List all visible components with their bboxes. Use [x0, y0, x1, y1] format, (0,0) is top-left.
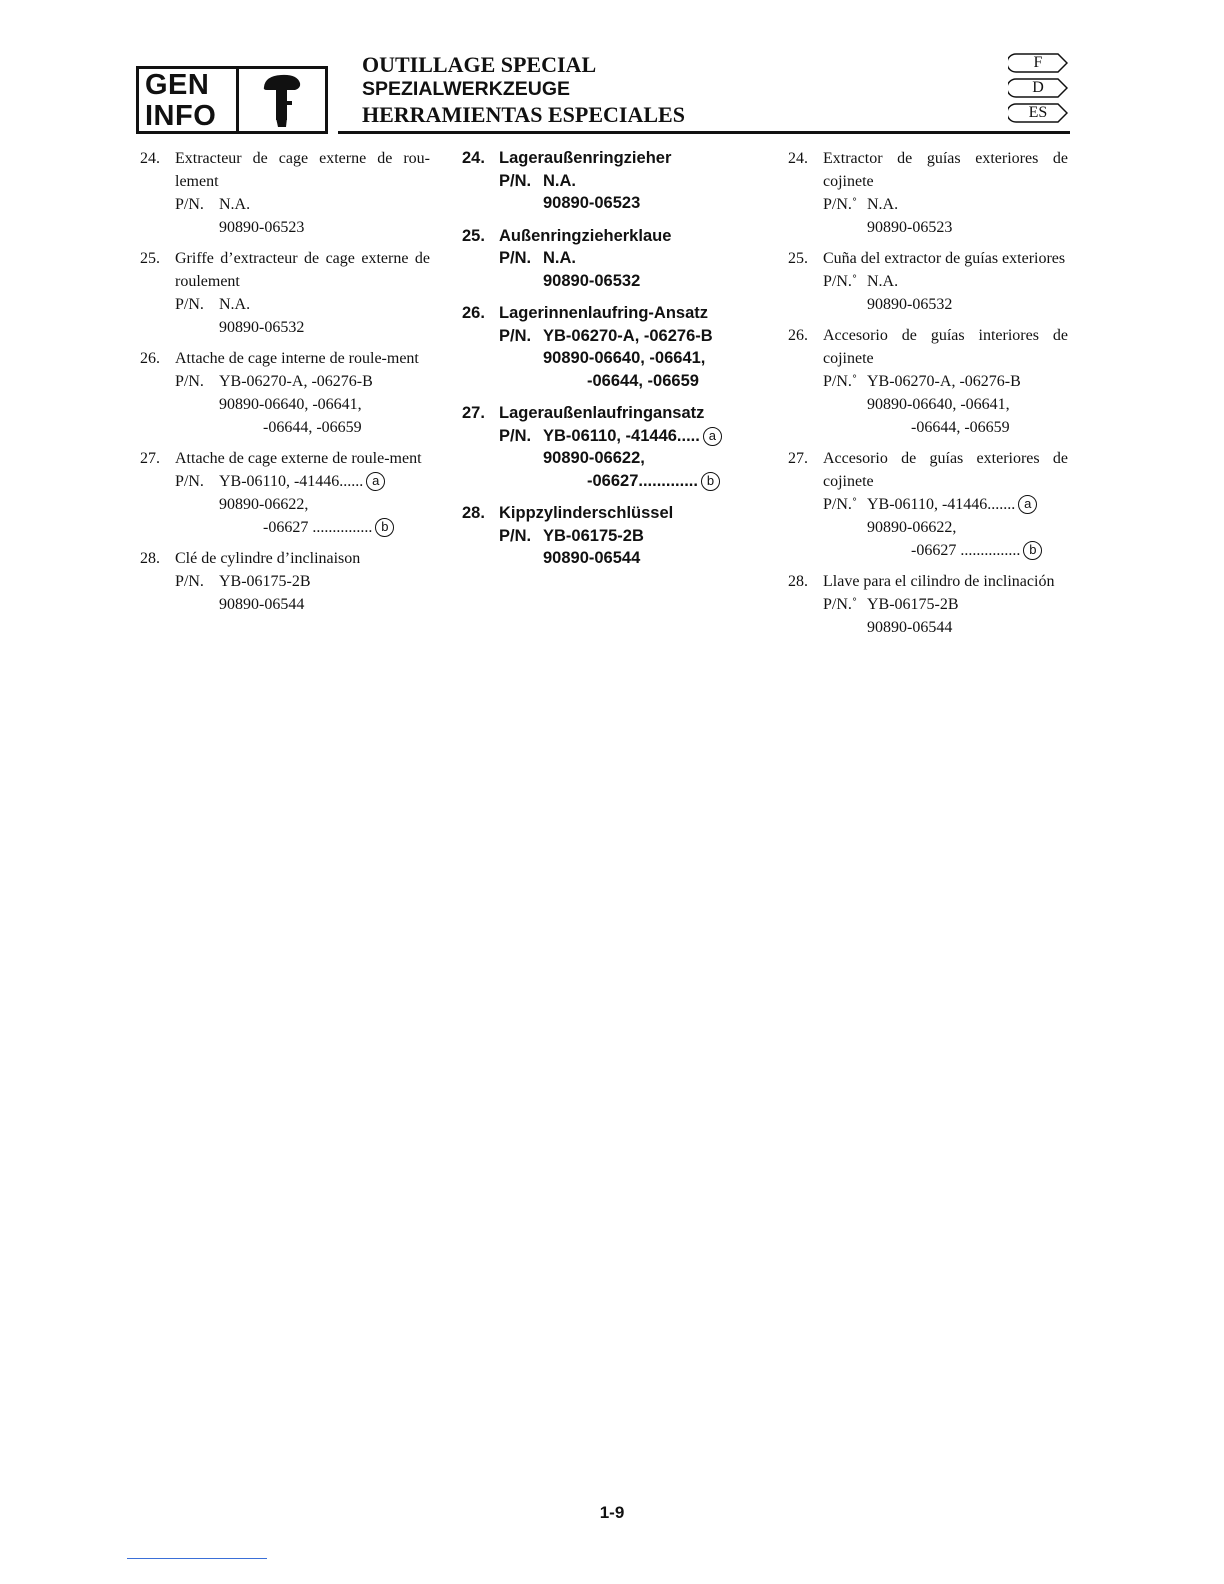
part-number-line [175, 370, 430, 393]
part-number-value: YB-06110, -41446....... [867, 496, 1016, 513]
part-number-line [823, 370, 1068, 393]
item-number: 27. [140, 450, 160, 467]
part-number-line: 90890-06622, [219, 496, 309, 513]
page-number: 1-9 [599, 1503, 625, 1522]
item-number: 24. [462, 149, 485, 167]
part-number-line: 90890-06622, [543, 449, 645, 467]
part-number-label: P/N. [499, 249, 532, 267]
part-number-line [175, 293, 430, 316]
part-number-line [499, 425, 752, 448]
column-spanish [788, 147, 1068, 647]
part-number-label: P/N.˚ [823, 373, 858, 390]
part-number-label: P/N. [499, 326, 532, 345]
tool-name: Accesorio de guías interiores de cojinete [823, 327, 1068, 367]
circled-mark: b [375, 518, 394, 537]
part-number-line: 90890-06523 [867, 219, 953, 236]
part-number-line: 90890-06532 [543, 271, 641, 290]
item-number: 24. [140, 150, 160, 167]
part-number-line [175, 470, 430, 493]
tool-name: Lageraußenlaufringansatz [499, 404, 705, 422]
part-number-value: YB-06270-A, -06276-B [219, 373, 373, 390]
part-number-line: 90890-06640, -06641, [867, 396, 1010, 413]
item-number: 28. [140, 550, 160, 567]
tool-item [788, 324, 1068, 439]
part-number-label: P/N.˚ [823, 596, 858, 613]
item-number: 25. [462, 226, 485, 245]
item-number: 26. [462, 304, 485, 322]
tool-name: Lageraußenringzieher [499, 149, 672, 167]
part-number-value: N.A. [543, 249, 576, 267]
part-number-label: P/N.˚ [823, 196, 858, 213]
tool-name: Cuña del extractor de guías exteriores [823, 250, 1066, 267]
part-number-value: YB-06110, -41446...... [219, 473, 364, 490]
gen-info-badge [136, 66, 328, 134]
part-number-value: N.A. [543, 171, 576, 190]
part-number-value: N.A. [867, 273, 899, 290]
part-number-line [823, 193, 1068, 216]
part-number-line [499, 470, 752, 493]
tool-item [462, 225, 752, 293]
lang-code-es: ES [1028, 104, 1048, 121]
part-number-value: YB-06110, -41446..... [543, 426, 700, 445]
lang-badge-es [1008, 103, 1068, 123]
part-number-label: P/N. [175, 573, 204, 590]
part-number-label: P/N. [499, 171, 532, 190]
part-number-line: 90890-06544 [543, 549, 641, 567]
part-number-line [175, 516, 430, 539]
tool-name: Llave para el cilindro de inclinación [823, 573, 1055, 590]
part-number-line [499, 325, 752, 348]
tool-name: Außenringzieherklaue [499, 226, 672, 245]
part-number-label: P/N. [175, 373, 204, 390]
item-number: 27. [462, 404, 485, 422]
column-french [140, 147, 430, 624]
tool-item [788, 147, 1068, 239]
part-number-value: -06627 ............... [263, 519, 373, 536]
part-number-line: 90890-06544 [219, 596, 305, 613]
tool-item [462, 302, 752, 392]
header-titles [362, 52, 685, 127]
tool-item [462, 147, 752, 215]
part-number-value: -06627............. [587, 471, 698, 490]
part-number-value: -06644, -06659 [911, 419, 1010, 436]
badge-text [139, 69, 239, 131]
part-number-line [175, 416, 430, 439]
part-number-line: 90890-06532 [219, 319, 305, 336]
outboard-motor-icon [239, 69, 325, 131]
part-number-value: YB-06175-2B [867, 596, 959, 613]
part-number-value: YB-06270-A, -06276-B [543, 326, 713, 345]
part-number-line [499, 170, 752, 193]
lang-badge-f [1008, 53, 1068, 73]
part-number-line [499, 525, 752, 548]
tool-item [788, 247, 1068, 316]
part-number-line: 90890-06640, -06641, [543, 349, 706, 367]
title-fr: OUTILLAGE SPECIAL [362, 52, 597, 77]
part-number-line: 90890-06544 [867, 619, 953, 636]
item-number: 26. [788, 327, 808, 344]
item-number: 28. [788, 573, 808, 590]
tool-name: Extracteur de cage externe de rou-lement [175, 150, 430, 190]
part-number-line: 90890-06523 [219, 219, 305, 236]
part-number-label: P/N. [499, 526, 532, 545]
tool-name: Attache de cage interne de roule-ment [175, 350, 419, 367]
title-de: SPEZIALWERKZEUGE [362, 78, 571, 100]
part-number-line [175, 570, 430, 593]
circled-mark: a [1018, 495, 1037, 514]
footer-line [127, 1558, 267, 1559]
part-number-line [499, 247, 752, 270]
item-number: 27. [788, 450, 808, 467]
part-number-value: N.A. [219, 296, 251, 313]
part-number-line: 90890-06622, [867, 519, 957, 536]
badge-line-gen: GEN [145, 69, 210, 101]
part-number-line [823, 593, 1068, 616]
part-number-label: P/N. [175, 473, 204, 490]
tool-name: Extractor de guías exteriores de cojinete [823, 150, 1068, 190]
tool-item [140, 447, 430, 539]
part-number-value: YB-06270-A, -06276-B [867, 373, 1021, 390]
part-number-label: P/N. [499, 426, 532, 445]
part-number-value: N.A. [867, 196, 899, 213]
tool-item [788, 447, 1068, 562]
part-number-value: -06627 ............... [911, 542, 1021, 559]
part-number-line [499, 370, 752, 393]
item-number: 28. [462, 504, 485, 522]
lang-badge-d [1008, 78, 1068, 98]
circled-mark: a [703, 427, 722, 446]
part-number-line: 90890-06532 [867, 296, 953, 313]
part-number-value: N.A. [219, 196, 251, 213]
part-number-value: YB-06175-2B [543, 526, 644, 545]
part-number-value: -06644, -06659 [587, 371, 699, 390]
part-number-value: -06644, -06659 [263, 419, 362, 436]
part-number-line [823, 539, 1068, 562]
tool-item [140, 547, 430, 616]
tool-name: Griffe d’extracteur de cage externe de roulement [175, 250, 430, 290]
tool-item [462, 502, 752, 570]
tool-item [140, 247, 430, 339]
column-german [462, 147, 752, 580]
circled-mark: a [366, 472, 385, 491]
title-es: HERRAMIENTAS ESPECIALES [362, 102, 685, 127]
part-number-line: 90890-06523 [543, 194, 641, 212]
header-rule [338, 131, 1070, 134]
item-number: 25. [788, 250, 808, 267]
part-number-label: P/N.˚ [823, 273, 858, 290]
part-number-line [823, 270, 1068, 293]
part-number-label: P/N. [175, 296, 204, 313]
lang-code-d: D [1032, 79, 1044, 96]
item-number: 26. [140, 350, 160, 367]
tool-item [462, 402, 752, 492]
circled-mark: b [1023, 541, 1042, 560]
part-number-label: P/N.˚ [823, 496, 858, 513]
item-number: 25. [140, 250, 160, 267]
item-number: 24. [788, 150, 808, 167]
part-number-value: YB-06175-2B [219, 573, 311, 590]
part-number-line [823, 416, 1068, 439]
tool-name: Lagerinnenlaufring-Ansatz [499, 304, 709, 322]
part-number-line: 90890-06640, -06641, [219, 396, 362, 413]
lang-code-f: F [1033, 54, 1043, 71]
tool-name: Attache de cage externe de roule-ment [175, 450, 422, 467]
tool-item [140, 347, 430, 439]
tool-name: Clé de cylindre d’inclinaison [175, 550, 361, 567]
tool-item [788, 570, 1068, 639]
badge-line-info: INFO [145, 100, 217, 132]
circled-mark: b [701, 472, 720, 491]
part-number-line [823, 493, 1068, 516]
part-number-label: P/N. [175, 196, 204, 213]
tool-name: Accesorio de guías exteriores de cojinete [823, 450, 1068, 490]
part-number-line [175, 193, 430, 216]
tool-item [140, 147, 430, 239]
tool-name: Kippzylinderschlüssel [499, 504, 674, 522]
